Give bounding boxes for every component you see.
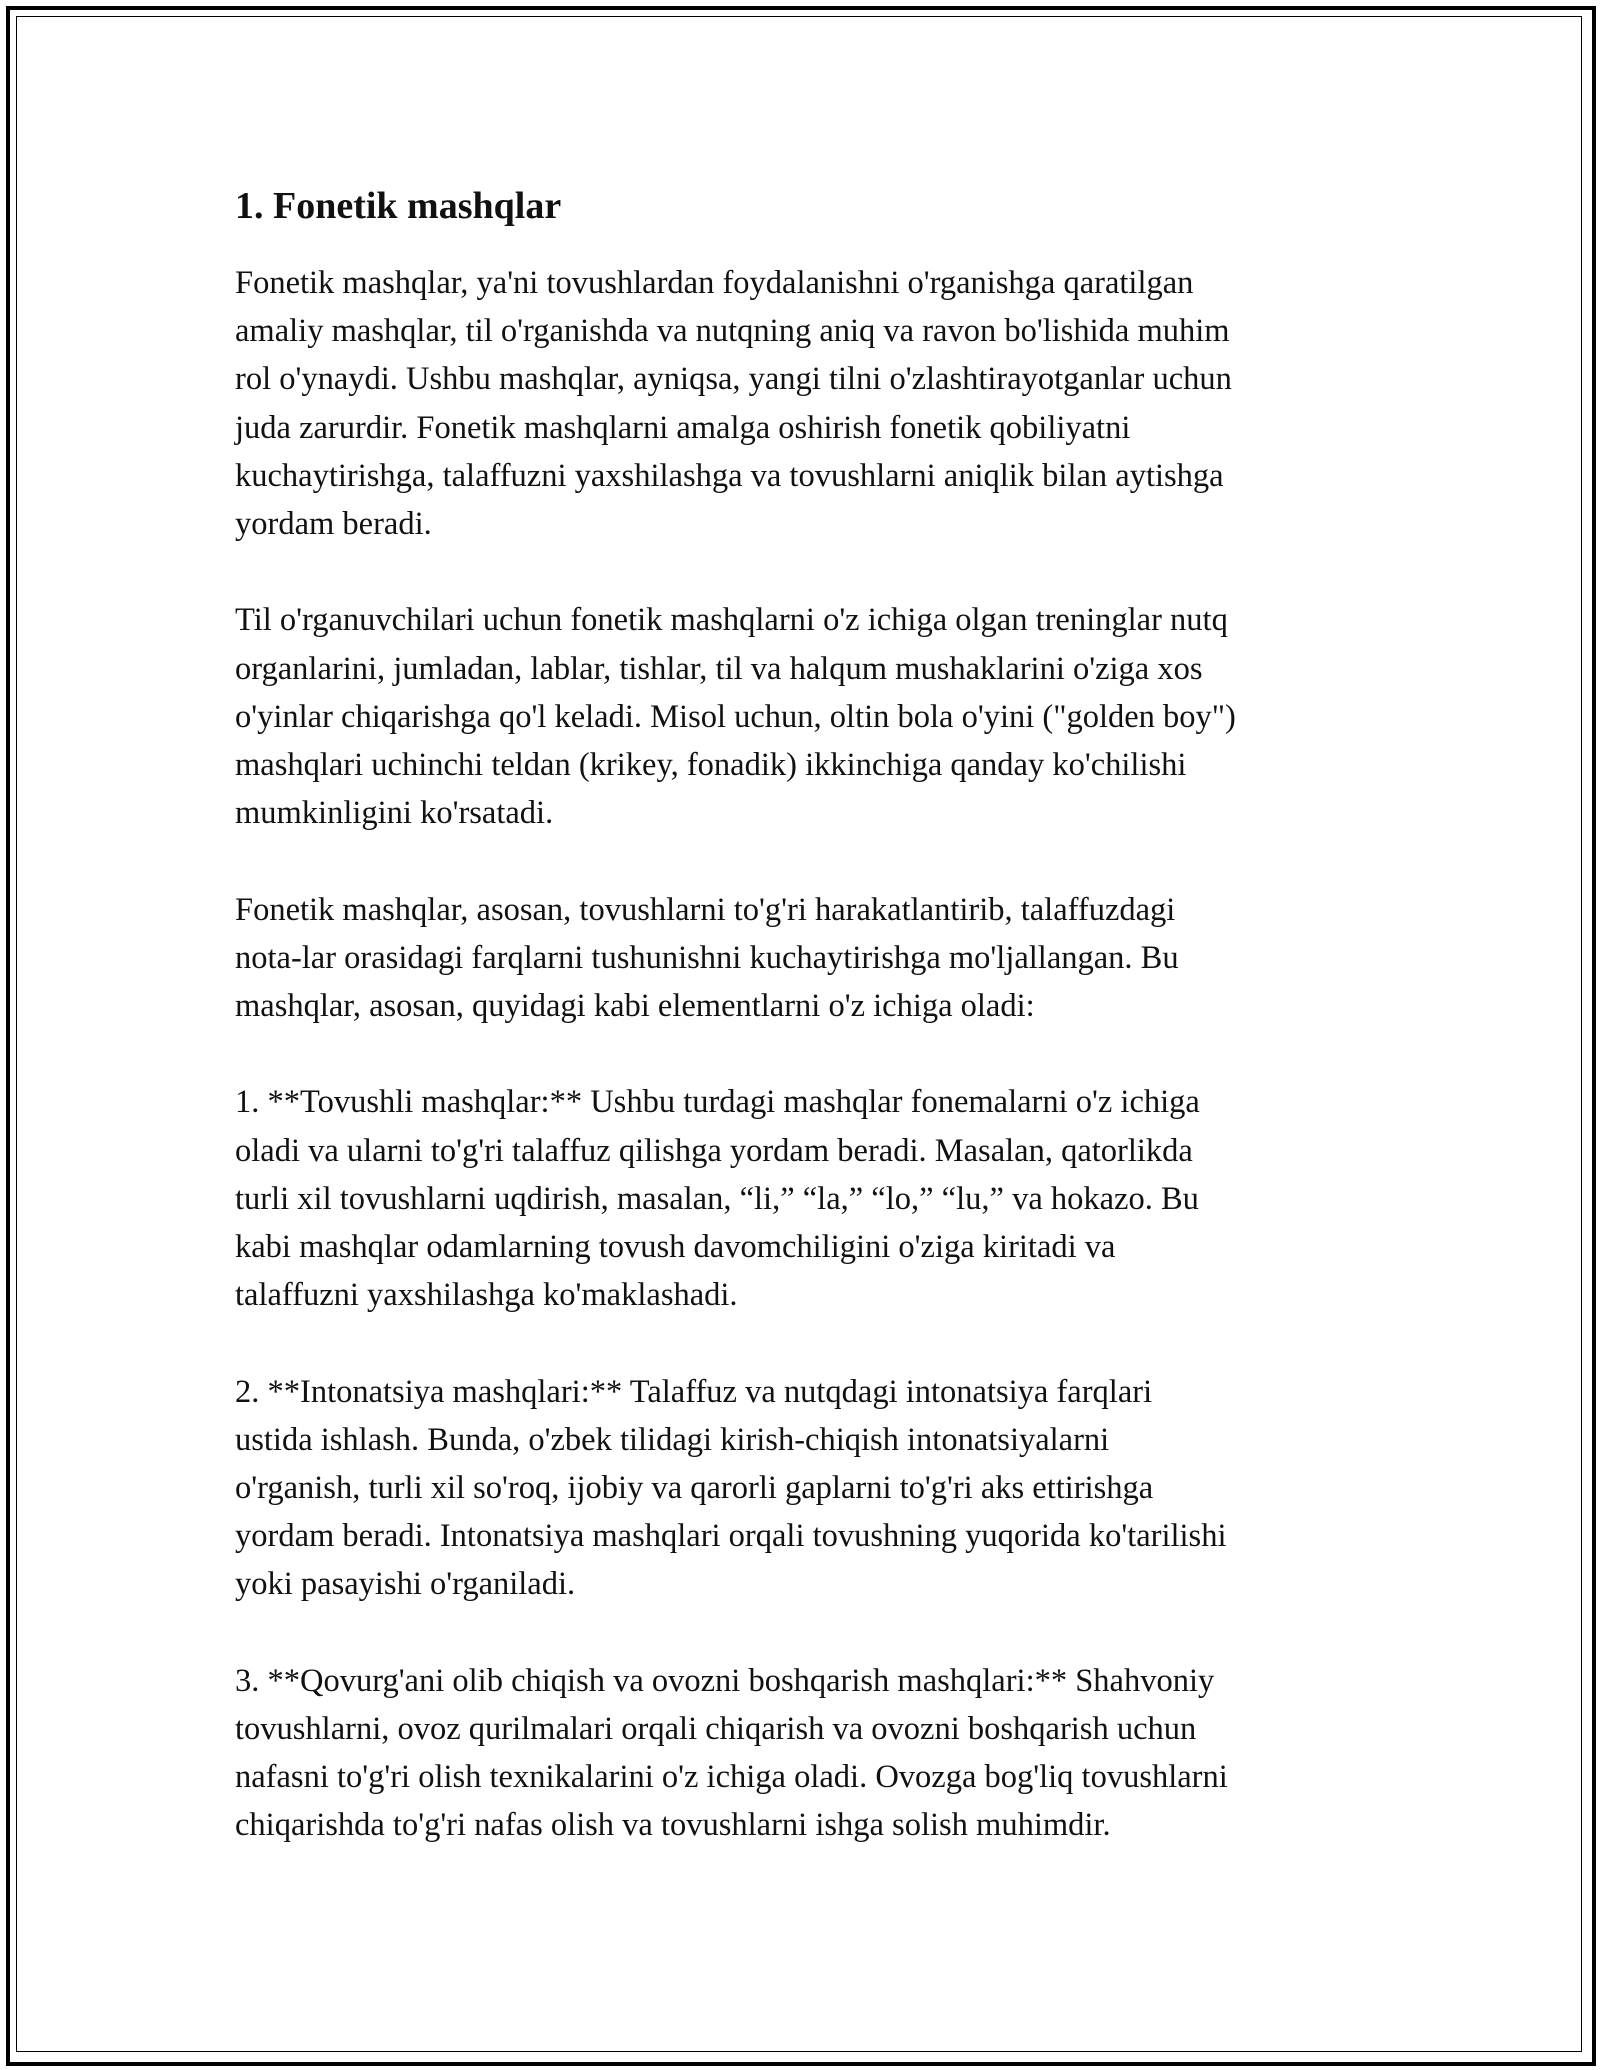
text-line: organlarini, jumladan, lablar, tishlar, til va halqum mushaklarini o'ziga xos bbox=[235, 650, 1203, 687]
text-line: chiqarishda to'g'ri nafas olish va tovushlarni ishga solish muhimdir. bbox=[235, 1807, 1111, 1844]
text-line: o'rganish, turli xil so'roq, ijobiy va qarorli gaplarni to'g'ri aks ettirishga bbox=[235, 1470, 1154, 1507]
text-line: oladi va ularni to'g'ri talaffuz qilishga yordam beradi. Masalan, qatorlikda bbox=[235, 1132, 1193, 1169]
text-line: mashqlar, asosan, quyidagi kabi elementlarni o'z ichiga oladi: bbox=[235, 988, 1035, 1025]
text-line: Til o'rganuvchilari uchun fonetik mashqlarni o'z ichiga olgan treninglar nutq bbox=[235, 602, 1228, 639]
text-line: 1. **Tovushli mashqlar:** Ushbu turdagi mashqlar fonemalarni o'z ichiga bbox=[235, 1084, 1200, 1121]
text-line: o'yinlar chiqarishga qo'l keladi. Misol uchun, oltin bola o'yini ("golden boy") bbox=[235, 698, 1236, 735]
text-line: talaffuzni yaxshilashga ko'maklashadi. bbox=[235, 1277, 738, 1314]
text-line: yordam beradi. bbox=[235, 506, 432, 543]
section-heading: 1. Fonetik mashqlar bbox=[235, 185, 562, 227]
text-line: nafasni to'g'ri olish texnikalarini o'z ichiga oladi. Ovozga bog'liq tovushlarni bbox=[235, 1759, 1228, 1796]
text-line: yordam beradi. Intonatsiya mashqlari orqali tovushning yuqorida ko'tarilishi bbox=[235, 1518, 1227, 1555]
list-item-voice-control-exercises bbox=[235, 1657, 1375, 1850]
text-line: 3. **Qovurg'ani olib chiqish va ovozni boshqarish mashqlari:** Shahvoniy bbox=[235, 1662, 1215, 1699]
text-line: Fonetik mashqlar, ya'ni tovushlardan foydalanishni o'rganishga qaratilgan bbox=[235, 265, 1194, 301]
text-line: 2. **Intonatsiya mashqlari:** Talaffuz va nutqdagi intonatsiya farqlari bbox=[235, 1373, 1153, 1410]
text-line: rol o'ynaydi. Ushbu mashqlar, ayniqsa, yangi tilni o'zlashtirayotganlar uchun bbox=[235, 361, 1232, 398]
text-line: nota-lar orasidagi farqlarni tushunishni kuchaytirishga mo'ljallangan. Bu bbox=[235, 939, 1179, 976]
text-line: mumkinligini ko'rsatadi. bbox=[235, 795, 554, 832]
text-line: kuchaytirishga, talaffuzni yaxshilashga va tovushlarni aniqlik bilan aytishga bbox=[235, 457, 1224, 494]
text-line: turli xil tovushlarni uqdirish, masalan, “li,” “la,” “lo,” “lu,” va hokazo. Bu bbox=[235, 1180, 1199, 1217]
text-line: mashqlari uchinchi teldan (krikey, fonadik) ikkinchiga qanday ko'chilishi bbox=[235, 747, 1187, 784]
paragraph-learners bbox=[235, 596, 1375, 837]
document-body bbox=[235, 182, 1375, 1898]
text-line: Fonetik mashqlar, asosan, tovushlarni to'g'ri harakatlantirib, talaffuzdagi bbox=[235, 891, 1176, 928]
list-item-intonation-exercises bbox=[235, 1368, 1375, 1609]
text-line: juda zarurdir. Fonetik mashqlarni amalga oshirish fonetik qobiliyatni bbox=[235, 409, 1131, 446]
list-item-sound-exercises bbox=[235, 1078, 1375, 1319]
text-line: amaliy mashqlar, til o'rganishda va nutqning aniq va ravon bo'lishida muhim bbox=[235, 313, 1230, 350]
paragraph-elements-intro bbox=[235, 886, 1375, 1031]
text-line: yoki pasayishi o'rganiladi. bbox=[235, 1566, 576, 1603]
text-line: tovushlarni, ovoz qurilmalari orqali chiqarish va ovozni boshqarish uchun bbox=[235, 1711, 1197, 1748]
text-line: ustida ishlash. Bunda, o'zbek tilidagi kirish-chiqish intonatsiyalarni bbox=[235, 1421, 1110, 1458]
paragraph-intro bbox=[235, 259, 1375, 548]
text-line: kabi mashqlar odamlarning tovush davomchiligini o'ziga kiritadi va bbox=[235, 1229, 1116, 1266]
